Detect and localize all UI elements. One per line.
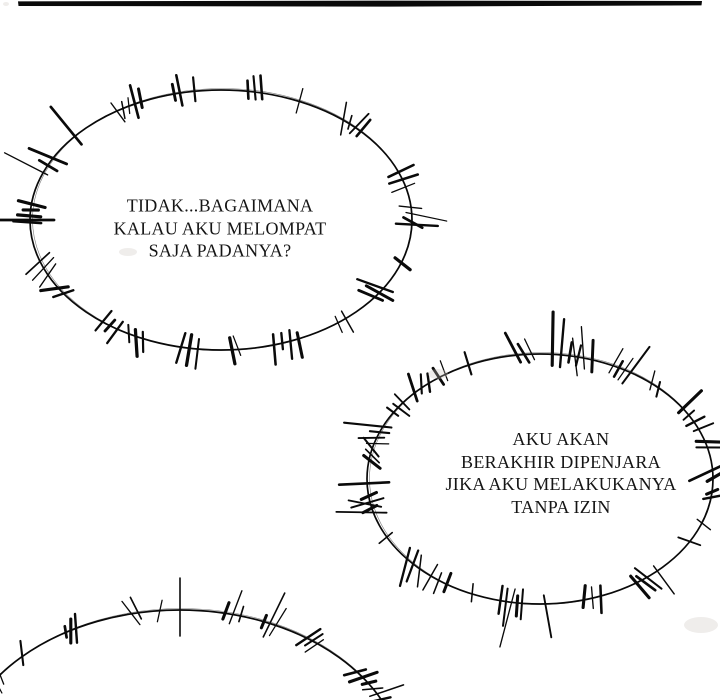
speech-bubble-1-text: TIDAK...BAGAIMANA KALAU AKU MELOMPAT SAJA PADANYA? [113,195,327,261]
speech-bubble-1-outline [0,75,447,369]
speech-bubble-3-outline [0,578,423,700]
speech-bubble-2-text: AKU AKAN BERAKHIR DIPENJARA JIKA AKU MELAKUKANYA TANPA IZIN [445,429,677,517]
panel-border-top [18,1,702,7]
speech-bubble-2-outline [336,312,720,647]
